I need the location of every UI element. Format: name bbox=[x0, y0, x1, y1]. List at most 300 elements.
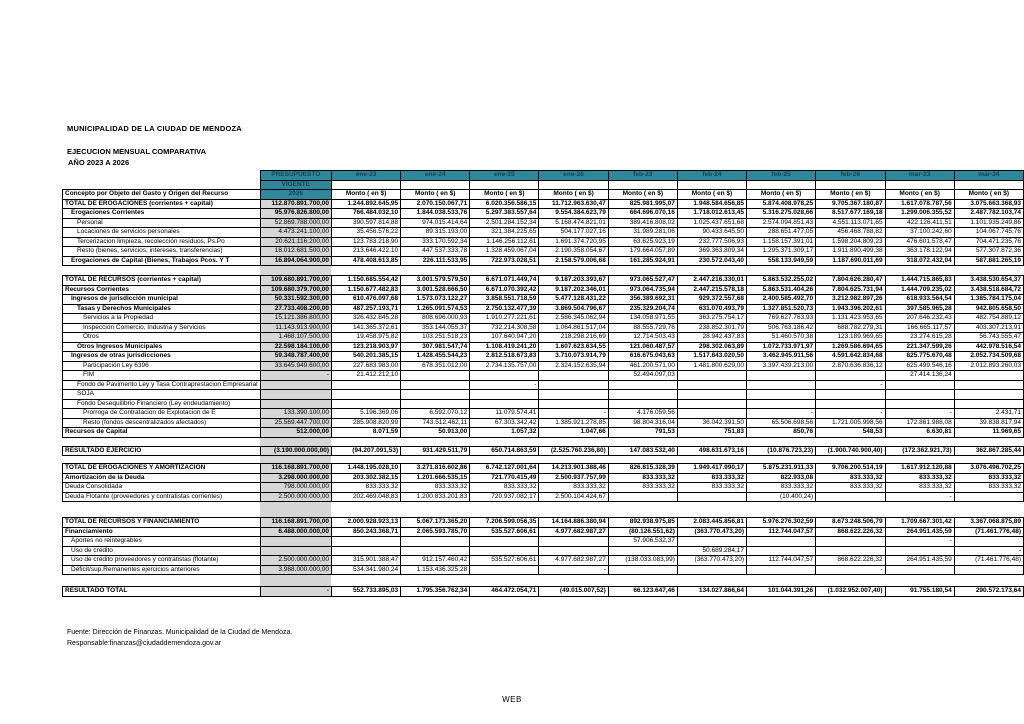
budget-value: 6.488.000.000,00 bbox=[260, 527, 331, 537]
month-value: 548,53 bbox=[816, 428, 885, 438]
budget-value: 27.733.408.200,00 bbox=[260, 304, 331, 314]
budget-value: 33.645.949.600,00 bbox=[260, 361, 331, 371]
gap-cell-1 bbox=[401, 456, 470, 464]
month-value: 1.910.277.221,61 bbox=[470, 314, 539, 324]
table-row bbox=[63, 218, 1024, 228]
month-value: 6.671.071.449,74 bbox=[470, 276, 539, 286]
gap-cell-5 bbox=[677, 437, 746, 446]
month-value: 298.302.063,89 bbox=[677, 342, 746, 352]
budget-value: 52.869.788.000,00 bbox=[260, 218, 331, 228]
month-value: 722.973.028,51 bbox=[470, 256, 539, 266]
month-value: (49.015.007,52) bbox=[539, 587, 608, 597]
month-value: - bbox=[885, 537, 954, 547]
month-value: 610.476.097,68 bbox=[331, 295, 400, 305]
month-value: 766.484.032,10 bbox=[331, 209, 400, 219]
month-value: 808.696.000,93 bbox=[401, 314, 470, 324]
column-header-blank-feb-25 bbox=[747, 180, 816, 190]
budget-value: 11.143.913.900,00 bbox=[260, 323, 331, 333]
table-row bbox=[63, 199, 1024, 209]
month-value: - bbox=[885, 492, 954, 502]
month-value: (1.032.952.007,40) bbox=[816, 587, 885, 597]
month-value: 929.372.557,68 bbox=[677, 295, 746, 305]
gap-cell bbox=[63, 575, 261, 587]
month-value: 9.187.203.393,67 bbox=[539, 276, 608, 286]
row-label: RESULTADO TOTAL bbox=[63, 587, 261, 597]
month-value: 2.431,71 bbox=[954, 409, 1023, 419]
row-label: TOTAL DE RECURSOS (corrientes + capital) bbox=[63, 276, 261, 286]
month-value bbox=[331, 380, 400, 390]
column-header-blank-feb-26 bbox=[816, 180, 885, 190]
gap-cell-4 bbox=[608, 437, 677, 446]
row-label: Participación Ley 6396 bbox=[63, 361, 261, 371]
month-value: - bbox=[539, 565, 608, 575]
month-value: 2.065.593.785,70 bbox=[401, 527, 470, 537]
column-header-mar-23: mar-23 bbox=[885, 171, 954, 181]
budget-column-header-year: 2026 bbox=[260, 190, 331, 200]
row-label: Deuda Consolidada bbox=[63, 483, 261, 493]
month-value: 850,76 bbox=[747, 428, 816, 438]
header-spacer bbox=[63, 171, 261, 181]
month-value: 1.617.078.787,56 bbox=[885, 199, 954, 209]
column-header-ene-26: ene-26 bbox=[539, 171, 608, 181]
month-value: 625.499.546,16 bbox=[885, 361, 954, 371]
month-value: 2.734.135.757,00 bbox=[470, 361, 539, 371]
month-value: 89.315.193,00 bbox=[401, 228, 470, 238]
month-value bbox=[608, 492, 677, 502]
month-value: 63.625.923,19 bbox=[608, 237, 677, 247]
month-value: 506.763.186,42 bbox=[747, 323, 816, 333]
month-value bbox=[677, 399, 746, 409]
table-row bbox=[63, 527, 1024, 537]
budget-value: 18.012.681.500,00 bbox=[260, 247, 331, 257]
month-value: (1.900.740.900,40) bbox=[816, 446, 885, 456]
row-label: Prorroga de Contratacion de Explotacion de E bbox=[63, 409, 261, 419]
month-value: 66.123.647,46 bbox=[608, 587, 677, 597]
month-value: 535.527.606,61 bbox=[470, 527, 539, 537]
month-value: 2.750.132.477,39 bbox=[470, 304, 539, 314]
column-header-feb-26: feb-26 bbox=[816, 171, 885, 181]
month-value bbox=[539, 537, 608, 547]
month-value bbox=[401, 371, 470, 381]
gap-cell bbox=[63, 456, 261, 464]
month-value bbox=[677, 492, 746, 502]
month-value bbox=[677, 390, 746, 400]
table-row bbox=[63, 352, 1024, 362]
month-value: 1.607.623.634,55 bbox=[539, 342, 608, 352]
budget-value: 2.500.000.000,00 bbox=[260, 492, 331, 502]
section-gap-row bbox=[63, 437, 1024, 446]
table-row bbox=[63, 333, 1024, 343]
month-value: 353.144.055,37 bbox=[401, 323, 470, 333]
section-gap-row bbox=[63, 575, 1024, 587]
gap-cell-3 bbox=[539, 437, 608, 446]
month-value: - bbox=[470, 380, 539, 390]
gap-cell-3 bbox=[539, 456, 608, 464]
month-value: 833.333,32 bbox=[816, 483, 885, 493]
gap-cell-2 bbox=[470, 437, 539, 446]
month-value: 7.804.626.280,47 bbox=[816, 276, 885, 286]
month-value bbox=[539, 371, 608, 381]
budget-value: - bbox=[260, 587, 331, 597]
month-value bbox=[539, 380, 608, 390]
gap-cell bbox=[63, 266, 261, 276]
month-value: 31.989.281,06 bbox=[608, 228, 677, 238]
month-value: 1.150.677.482,83 bbox=[331, 285, 400, 295]
column-header-blank-ene-26 bbox=[539, 180, 608, 190]
month-value: 833.333,32 bbox=[470, 483, 539, 493]
row-label: Erogaciones de Capital (Bienes, Trabajos Pcos. Y T bbox=[63, 256, 261, 266]
month-value bbox=[816, 492, 885, 502]
row-label: Resto (fondos descentralizados afectados) bbox=[63, 418, 261, 428]
row-label: Tasas y Derechos Municipales bbox=[63, 304, 261, 314]
gap-cell-3 bbox=[539, 575, 608, 587]
column-header-blank-ene-24 bbox=[401, 180, 470, 190]
budget-value: 20.621.116.200,00 bbox=[260, 237, 331, 247]
month-value: 1.150.685.554,42 bbox=[331, 276, 400, 286]
month-value: 5.863.532.255,02 bbox=[747, 276, 816, 286]
month-value: 1.943.396.202,61 bbox=[816, 304, 885, 314]
month-value bbox=[539, 399, 608, 409]
month-value: 5.297.383.557,64 bbox=[470, 209, 539, 219]
gap-cell-0 bbox=[331, 456, 400, 464]
gap-cell-9 bbox=[954, 575, 1023, 587]
gap-cell-5 bbox=[677, 575, 746, 587]
month-value: 2.158.579.006,68 bbox=[539, 256, 608, 266]
gap-cell-5 bbox=[677, 502, 746, 518]
month-value: 98.804.316,04 bbox=[608, 418, 677, 428]
month-value: 704.471.235,76 bbox=[954, 237, 1023, 247]
month-value: - bbox=[816, 380, 885, 390]
row-label: Aportes no reintegrables bbox=[63, 537, 261, 547]
gap-cell-6 bbox=[747, 575, 816, 587]
month-value: 213.646.422,10 bbox=[331, 247, 400, 257]
month-value: 3.438.530.654,37 bbox=[954, 276, 1023, 286]
month-value bbox=[885, 546, 954, 556]
table-row bbox=[63, 492, 1024, 502]
month-value: 23.274.615,28 bbox=[885, 333, 954, 343]
month-value: 397.585.965,28 bbox=[885, 304, 954, 314]
month-value: (10.400,24) bbox=[747, 492, 816, 502]
row-label: TOTAL DE RECURSOS Y FINANCIAMIENTO bbox=[63, 518, 261, 528]
month-value: 1.057,32 bbox=[470, 428, 539, 438]
month-value: 850.243.368,71 bbox=[331, 527, 400, 537]
month-value: 618.933.564,54 bbox=[885, 295, 954, 305]
month-value: 2.586.345.062,94 bbox=[539, 314, 608, 324]
column-header-ene-25: ene-25 bbox=[470, 171, 539, 181]
month-value: 1.721.005.998,56 bbox=[816, 418, 885, 428]
month-value: 1.269.586.694,65 bbox=[816, 342, 885, 352]
month-value: 743.512.462,11 bbox=[401, 418, 470, 428]
document-period: AÑO 2023 A 2026 bbox=[68, 158, 130, 167]
month-value: 7.804.625.731,94 bbox=[816, 285, 885, 295]
table-row bbox=[63, 237, 1024, 247]
month-value: 868.622.226,32 bbox=[816, 556, 885, 566]
month-value: - bbox=[747, 409, 816, 419]
gap-cell-1 bbox=[401, 266, 470, 276]
month-value: 616.675.043,63 bbox=[608, 352, 677, 362]
month-value bbox=[470, 399, 539, 409]
month-value bbox=[677, 565, 746, 575]
gap-cell-1 bbox=[401, 437, 470, 446]
month-value: 1.299.006.355,52 bbox=[885, 209, 954, 219]
budget-value: 50.331.592.300,00 bbox=[260, 295, 331, 305]
month-value: 487.257.193,71 bbox=[331, 304, 400, 314]
month-value: 442.978.516,54 bbox=[954, 342, 1023, 352]
month-value bbox=[885, 380, 954, 390]
month-value: 202.469.048,83 bbox=[331, 492, 400, 502]
month-value bbox=[401, 399, 470, 409]
footer-source: Fuente: Dirección de Finanzas. Municipalidad de la Ciudad de Mendoza. bbox=[67, 629, 293, 636]
table-row bbox=[63, 587, 1024, 597]
row-label: Locaciones de servicios personales bbox=[63, 228, 261, 238]
gap-budget-cell bbox=[260, 266, 331, 276]
month-value: 720.937.082,17 bbox=[470, 492, 539, 502]
gap-cell-2 bbox=[470, 266, 539, 276]
table-row bbox=[63, 285, 1024, 295]
header-spacer bbox=[63, 180, 261, 190]
month-value bbox=[747, 537, 816, 547]
row-label: Amortización de la Deuda bbox=[63, 473, 261, 483]
month-value: - bbox=[539, 409, 608, 419]
month-value: 134.058.971,55 bbox=[608, 314, 677, 324]
month-value: 21.412.212,10 bbox=[331, 371, 400, 381]
month-value: 3.438.518.684,72 bbox=[954, 285, 1023, 295]
amount-header-ene-26: Monto ( en $) bbox=[539, 190, 608, 200]
table-row bbox=[63, 314, 1024, 324]
month-value: 9.705.367.180,87 bbox=[816, 199, 885, 209]
month-value: 8.071,59 bbox=[331, 428, 400, 438]
gap-cell-1 bbox=[401, 575, 470, 587]
month-value: 1.573.073.122,27 bbox=[401, 295, 470, 305]
month-value bbox=[677, 537, 746, 547]
month-value bbox=[331, 546, 400, 556]
gap-cell-9 bbox=[954, 456, 1023, 464]
gap-cell-7 bbox=[816, 266, 885, 276]
month-value: 833.333,32 bbox=[608, 473, 677, 483]
month-value: 307.981.547,74 bbox=[401, 342, 470, 352]
month-value: 88.555.729,76 bbox=[608, 323, 677, 333]
month-value: 2.000.928.923,13 bbox=[331, 518, 400, 528]
budget-value: 25.569.447.700,00 bbox=[260, 418, 331, 428]
month-value: 8.673.248.506,79 bbox=[816, 518, 885, 528]
month-value: 389.416.808,02 bbox=[608, 218, 677, 228]
month-value: 2.500.104.424,67 bbox=[539, 492, 608, 502]
month-value: 39.838.817,94 bbox=[954, 418, 1023, 428]
month-value: 833.333,32 bbox=[331, 483, 400, 493]
month-value: 230.572.043,40 bbox=[677, 256, 746, 266]
amount-header-feb-25: Monto ( en $) bbox=[747, 190, 816, 200]
gap-cell-8 bbox=[885, 266, 954, 276]
row-label: SOJA bbox=[63, 390, 261, 400]
month-value: 791,53 bbox=[608, 428, 677, 438]
month-value: 482.754.889,12 bbox=[954, 314, 1023, 324]
month-value: 833.333,32 bbox=[677, 473, 746, 483]
month-value bbox=[331, 390, 400, 400]
column-header-blank-feb-23 bbox=[608, 180, 677, 190]
month-value: 67.303.342,42 bbox=[470, 418, 539, 428]
row-label: Deuda Flotante (proveedores y contratistas corrientes) bbox=[63, 492, 261, 502]
month-value: 5.863.531.404,26 bbox=[747, 285, 816, 295]
gap-cell-7 bbox=[816, 575, 885, 587]
month-value: 5.477.128.431,22 bbox=[539, 295, 608, 305]
month-value: 1.718.012.613,45 bbox=[677, 209, 746, 219]
month-value: 1.428.455.544,23 bbox=[401, 352, 470, 362]
row-label: Ingresos de jurisdicción municipal bbox=[63, 295, 261, 305]
month-value bbox=[954, 565, 1023, 575]
month-value: 36.042.391,50 bbox=[677, 418, 746, 428]
month-value: (2.525.760.236,80) bbox=[539, 446, 608, 456]
gap-cell-7 bbox=[816, 437, 885, 446]
month-value: 2.012.893.260,03 bbox=[954, 361, 1023, 371]
month-value: 1.481.800.629,00 bbox=[677, 361, 746, 371]
month-value: 326.432.845,28 bbox=[331, 314, 400, 324]
month-value bbox=[954, 371, 1023, 381]
month-value: 56.743.555,47 bbox=[954, 333, 1023, 343]
month-value: 1.064.861.517,04 bbox=[539, 323, 608, 333]
month-value: 1.108.419.241,20 bbox=[470, 342, 539, 352]
budget-value: 116.168.891.700,00 bbox=[260, 518, 331, 528]
month-value: 264.951.435,59 bbox=[885, 556, 954, 566]
month-value: 1.617.912.120,88 bbox=[885, 464, 954, 474]
budget-value bbox=[260, 537, 331, 547]
month-value: 1.244.892.645,95 bbox=[331, 199, 400, 209]
budget-value: 109.680.379.700,00 bbox=[260, 285, 331, 295]
month-value: 1.047,66 bbox=[539, 428, 608, 438]
amount-header-mar-24: Monto ( en $) bbox=[954, 190, 1023, 200]
month-value: 2.500.937.757,99 bbox=[539, 473, 608, 483]
month-value: (10.876.723,23) bbox=[747, 446, 816, 456]
budget-value bbox=[260, 399, 331, 409]
month-value: 5.196.369,06 bbox=[331, 409, 400, 419]
month-value: (71.461.776,48) bbox=[954, 527, 1023, 537]
month-value: 3.076.496.702,25 bbox=[954, 464, 1023, 474]
month-value: 112.744.047,57 bbox=[747, 527, 816, 537]
month-value bbox=[401, 546, 470, 556]
month-value: 9.554.384.623,79 bbox=[539, 209, 608, 219]
month-value: 203.302.382,15 bbox=[331, 473, 400, 483]
month-value: 6.742.127.001,64 bbox=[470, 464, 539, 474]
month-value: 822.933,08 bbox=[747, 473, 816, 483]
month-value: 238.852.301,79 bbox=[677, 323, 746, 333]
table-row bbox=[63, 295, 1024, 305]
table-row bbox=[63, 556, 1024, 566]
month-value: 8.517.677.169,18 bbox=[816, 209, 885, 219]
month-value: 363.275.754,17 bbox=[677, 314, 746, 324]
month-value: 1.795.356.762,34 bbox=[401, 587, 470, 597]
gap-cell-6 bbox=[747, 437, 816, 446]
month-value: 123.783.218,90 bbox=[331, 237, 400, 247]
row-label: Tercerizacion limpieza, recolección residuos, Ps.Po bbox=[63, 237, 261, 247]
table-row bbox=[63, 546, 1024, 556]
budget-value: 4.473.241.100,00 bbox=[260, 228, 331, 238]
month-value: 134.027.866,64 bbox=[677, 587, 746, 597]
month-value: 833.333,32 bbox=[816, 473, 885, 483]
month-value: 751,83 bbox=[677, 428, 746, 438]
month-value: 3.075.663.368,93 bbox=[954, 199, 1023, 209]
month-value: 1.265.091.574,53 bbox=[401, 304, 470, 314]
month-value: 534.341.980,24 bbox=[331, 565, 400, 575]
month-value: 321.384.225,65 bbox=[470, 228, 539, 238]
row-label: FIM bbox=[63, 371, 261, 381]
gap-cell-0 bbox=[331, 266, 400, 276]
month-value: 1.444.709.235,02 bbox=[885, 285, 954, 295]
month-value: 650.714.863,59 bbox=[470, 446, 539, 456]
month-value: 3.710.073.914,79 bbox=[539, 352, 608, 362]
month-value: (172.362.921,73) bbox=[885, 446, 954, 456]
month-value bbox=[747, 565, 816, 575]
month-value: 28.942.437,83 bbox=[677, 333, 746, 343]
gap-cell-3 bbox=[539, 266, 608, 276]
column-header-feb-24: feb-24 bbox=[677, 171, 746, 181]
month-value: 678.351.012,00 bbox=[401, 361, 470, 371]
month-value: 369.363.809,34 bbox=[677, 247, 746, 257]
month-value: 235.329.204,74 bbox=[608, 304, 677, 314]
month-value: 1.709.667.301,42 bbox=[885, 518, 954, 528]
table-row bbox=[63, 418, 1024, 428]
month-value: 3.858.551.718,59 bbox=[470, 295, 539, 305]
budget-column-header: PRESUPUESTO bbox=[260, 171, 331, 181]
table-row bbox=[63, 446, 1024, 456]
month-value: 2.070.150.067,71 bbox=[401, 199, 470, 209]
column-header-blank-ene-23 bbox=[331, 180, 400, 190]
month-value bbox=[816, 546, 885, 556]
row-label: Ingresos de otras jurisdicciones bbox=[63, 352, 261, 362]
month-value bbox=[331, 399, 400, 409]
month-value: 207.646.232,43 bbox=[885, 314, 954, 324]
column-header-blank-mar-24 bbox=[954, 180, 1023, 190]
month-value: 264.951.435,59 bbox=[885, 527, 954, 537]
month-value bbox=[747, 399, 816, 409]
month-value: 1.444.715.865,83 bbox=[885, 276, 954, 286]
month-value: - bbox=[816, 409, 885, 419]
month-value: 101.044.391,26 bbox=[747, 587, 816, 597]
month-value: 464.472.054,71 bbox=[470, 587, 539, 597]
month-value: 825.981.995,07 bbox=[608, 199, 677, 209]
gap-budget-cell bbox=[260, 575, 331, 587]
row-label: TOTAL DE EROGACIONES (corrientes + capital) bbox=[63, 199, 261, 209]
month-value: 5.875.231.911,33 bbox=[747, 464, 816, 474]
month-value: 1.948.584.656,85 bbox=[677, 199, 746, 209]
gap-cell-2 bbox=[470, 575, 539, 587]
month-value: 2.574.094.851,43 bbox=[747, 218, 816, 228]
document-subtitle: EJECUCION MENSUAL COMPARATIVA bbox=[67, 147, 207, 156]
month-value bbox=[885, 399, 954, 409]
month-value: 2.812.518.673,83 bbox=[470, 352, 539, 362]
month-value: 498.631.673,16 bbox=[677, 446, 746, 456]
budget-value: 1.468.107.500,00 bbox=[260, 333, 331, 343]
table-row bbox=[63, 518, 1024, 528]
month-value: 37.100.242,60 bbox=[885, 228, 954, 238]
month-value: 123.189.969,65 bbox=[816, 333, 885, 343]
month-value: 221.347.599,26 bbox=[885, 342, 954, 352]
table-row bbox=[63, 399, 1024, 409]
month-value bbox=[954, 399, 1023, 409]
row-label: Erogaciones Corrientes bbox=[63, 209, 261, 219]
month-value bbox=[747, 390, 816, 400]
month-value bbox=[401, 390, 470, 400]
gap-cell-6 bbox=[747, 266, 816, 276]
month-value: 1.295.371.309,17 bbox=[747, 247, 816, 257]
month-value: 461.200.571,00 bbox=[608, 361, 677, 371]
column-header-blank-feb-24 bbox=[677, 180, 746, 190]
month-value: 161.285.924,91 bbox=[608, 256, 677, 266]
budget-value: 22.598.184.100,00 bbox=[260, 342, 331, 352]
table-row bbox=[63, 473, 1024, 483]
month-value: 52.494.097,03 bbox=[608, 371, 677, 381]
month-value: 147.083.532,40 bbox=[608, 446, 677, 456]
month-value bbox=[747, 546, 816, 556]
gap-cell-9 bbox=[954, 502, 1023, 518]
